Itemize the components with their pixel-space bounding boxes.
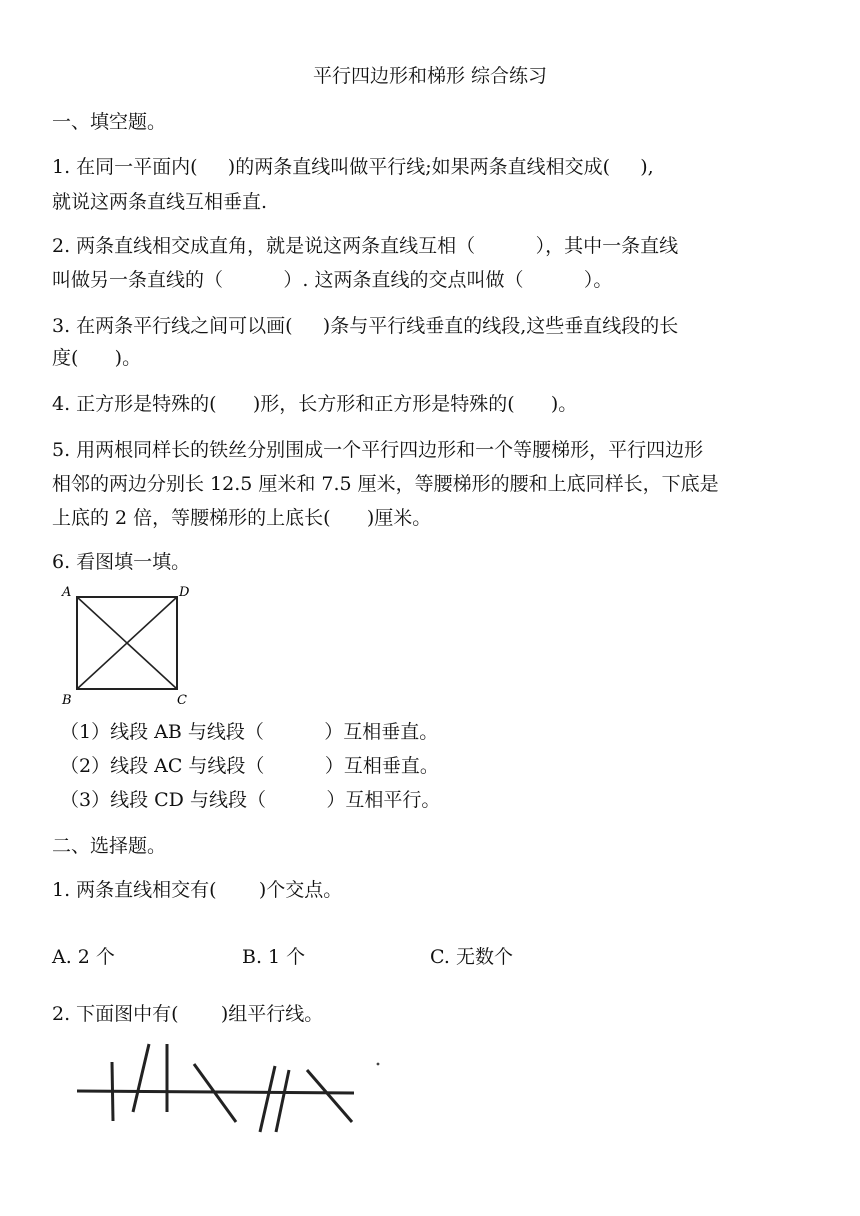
segment-1 [112,1062,113,1121]
q3-line2: 度( )。 [52,347,142,369]
q2-line2: 叫做另一条直线的（ ）. 这两条直线的交点叫做（ ）。 [52,269,613,291]
q6-prompt: 6. 看图填一填。 [52,551,191,573]
q2-line1: 2. 两条直线相交成直角，就是说这两条直线互相（ ），其中一条直线 [52,235,679,257]
q6-item2: （2）线段 AC 与线段（ ）互相垂直。 [60,755,439,777]
q6-item1: （1）线段 AB 与线段（ ）互相垂直。 [60,721,439,743]
q4-line1: 4. 正方形是特殊的( )形，长方形和正方形是特殊的( )。 [52,393,578,415]
segment-5 [260,1066,275,1132]
s2-q1-option-b: B. 1 个 [242,946,306,968]
segment-2 [133,1044,149,1112]
s2-q2-prompt: 2. 下面图中有( )组平行线。 [52,1003,324,1025]
segment-6 [276,1070,289,1132]
stray-dot [377,1063,380,1066]
s2-q1-prompt: 1. 两条直线相交有( )个交点。 [52,879,343,901]
q5-line3: 上底的 2 倍，等腰梯形的上底长( )厘米。 [52,507,432,529]
label-c: C [177,693,187,708]
q5-line2: 相邻的两边分别长 12.5 厘米和 7.5 厘米，等腰梯形的腰和上底同样长，下底是 [52,473,719,495]
section2-heading: 二、选择题。 [52,835,167,857]
parallel-lines-figure [70,1036,390,1140]
s2-q1-option-a: A. 2 个 [52,946,115,968]
label-a: A [62,585,72,600]
label-d: D [179,585,190,600]
page-title: 平行四边形和梯形 综合练习 [312,65,548,87]
segment-7 [307,1070,352,1122]
square-diagram [56,582,206,708]
label-b: B [62,693,72,708]
q1-line1: 1. 在同一平面内( )的两条直线叫做平行线;如果两条直线相交成( ), [52,156,654,178]
s2-q1-option-c: C. 无数个 [430,946,513,968]
q5-line1: 5. 用两根同样长的铁丝分别围成一个平行四边形和一个等腰梯形，平行四边形 [52,439,704,461]
q6-item3: （3）线段 CD 与线段（ ）互相平行。 [60,789,441,811]
q1-line2: 就说这两条直线互相垂直. [52,191,268,213]
q3-line1: 3. 在两条平行线之间可以画( )条与平行线垂直的线段,这些垂直线段的长 [52,315,679,337]
section1-heading: 一、填空题。 [52,111,167,133]
